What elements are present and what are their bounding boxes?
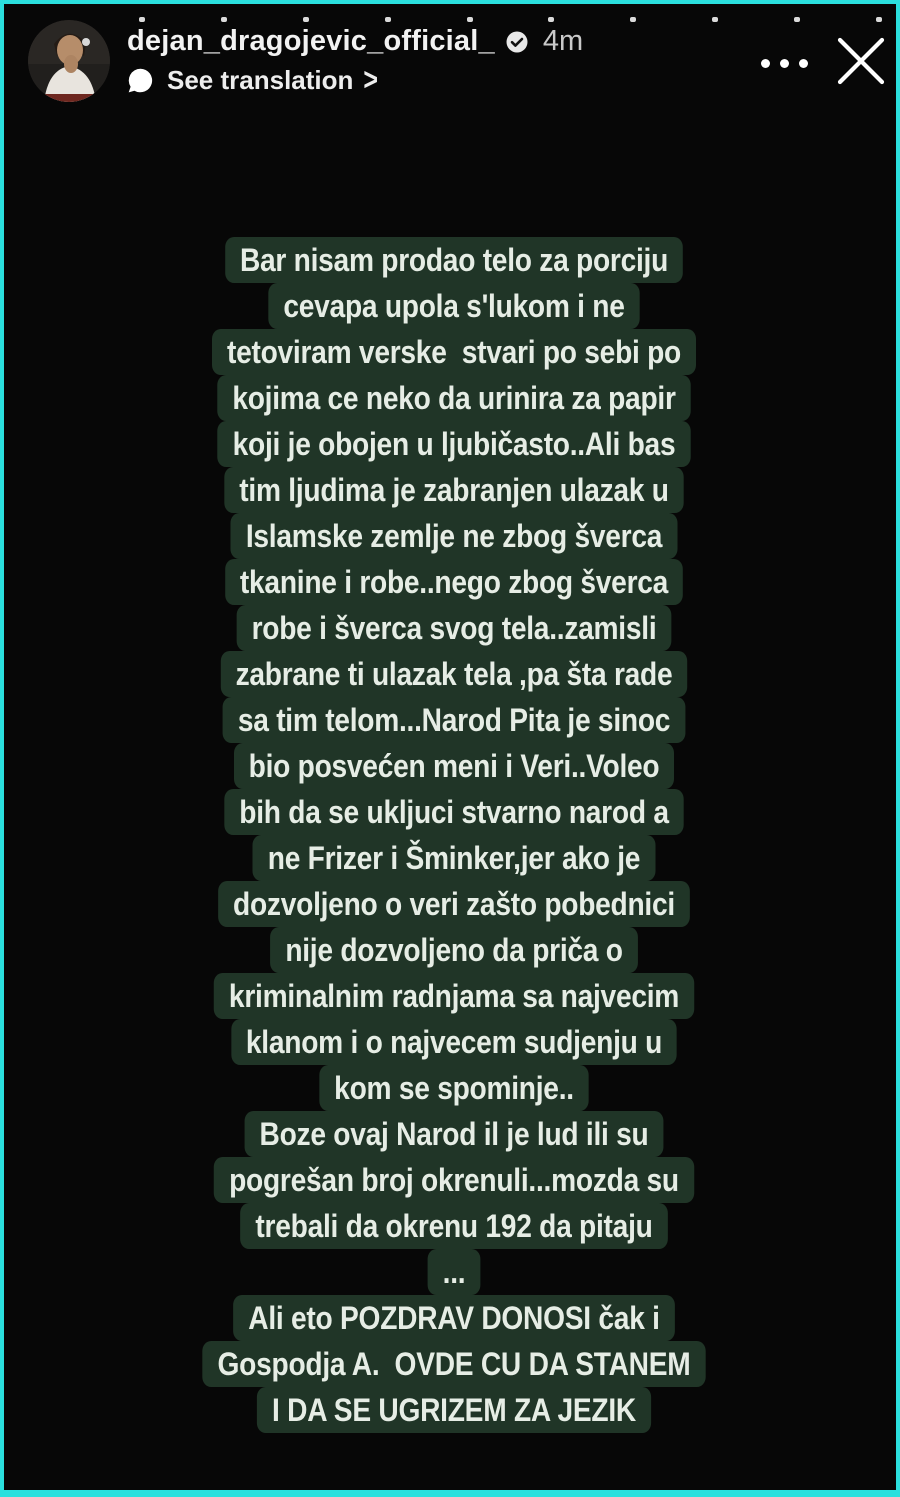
story-text-line: Ali eto POZDRAV DONOSI čak i (233, 1295, 674, 1341)
story-text-line: bih da se ukljuci stvarno narod a (224, 789, 683, 835)
story-text-line: cevapa upola s'lukom i ne (268, 283, 639, 329)
story-text-block (58, 237, 850, 1433)
verified-badge-icon (505, 30, 529, 54)
story-text-line: Boze ovaj Narod il je lud ili su (245, 1111, 664, 1157)
story-text-line: pogrešan broj okrenuli...mozda su (214, 1157, 694, 1203)
story-text-line: dozvoljeno o veri zašto pobednici (218, 881, 690, 927)
story-header (28, 20, 776, 102)
see-translation-row[interactable] (127, 62, 583, 98)
story-text-line: Bar nisam prodao telo za porciju (225, 237, 683, 283)
story-text-line: sa tim telom...Narod Pita je sinoc (223, 697, 685, 743)
story-text-line: tkanine i robe..nego zbog šverca (225, 559, 683, 605)
story-text-line: Gospodja A. OVDE CU DA STANEM (203, 1341, 706, 1387)
story-text-line: tim ljudima je zabranjen ulazak u (224, 467, 683, 513)
story-timestamp: 4m (542, 25, 584, 57)
translation-bubble-icon (127, 67, 154, 94)
story-text-line: I DA SE UGRIZEM ZA JEZIK (257, 1387, 651, 1433)
story-text-line: kriminalnim radnjama sa najvecim (214, 973, 694, 1019)
story-text-line: trebali da okrenu 192 da pitaju (240, 1203, 667, 1249)
more-options-icon[interactable] (761, 59, 808, 68)
story-text-line: ... (428, 1249, 481, 1295)
see-translation-label: See translation (167, 65, 354, 95)
username[interactable]: dejan_dragojevic_official_ (127, 25, 495, 57)
story-text-line: Islamske zemlje ne zbog šverca (231, 513, 677, 559)
story-text-line: ne Frizer i Šminker,jer ako je (253, 835, 655, 881)
chevron-right-icon: > (363, 62, 379, 98)
story-text-line: kom se spominje.. (319, 1065, 589, 1111)
header-info (127, 20, 583, 96)
story-text-line: robe i šverca svog tela..zamisli (237, 605, 672, 651)
story-text-line: zabrane ti ulazak tela ,pa šta rade (221, 651, 688, 697)
story-text-line: klanom i o najvecem sudjenju u (231, 1019, 677, 1065)
story-text-line: kojima ce neko da urinira za papir (217, 375, 690, 421)
avatar-photo (28, 20, 110, 102)
story-text-line: nije dozvoljeno da priča o (270, 927, 637, 973)
avatar[interactable] (28, 20, 110, 102)
story-text-line: bio posvećen meni i Veri..Voleo (234, 743, 675, 789)
story-text-line: koji je obojen u ljubičasto..Ali bas (218, 421, 691, 467)
close-icon[interactable] (828, 28, 894, 94)
story-text-line: tetoviram verske stvari po sebi po (212, 329, 696, 375)
